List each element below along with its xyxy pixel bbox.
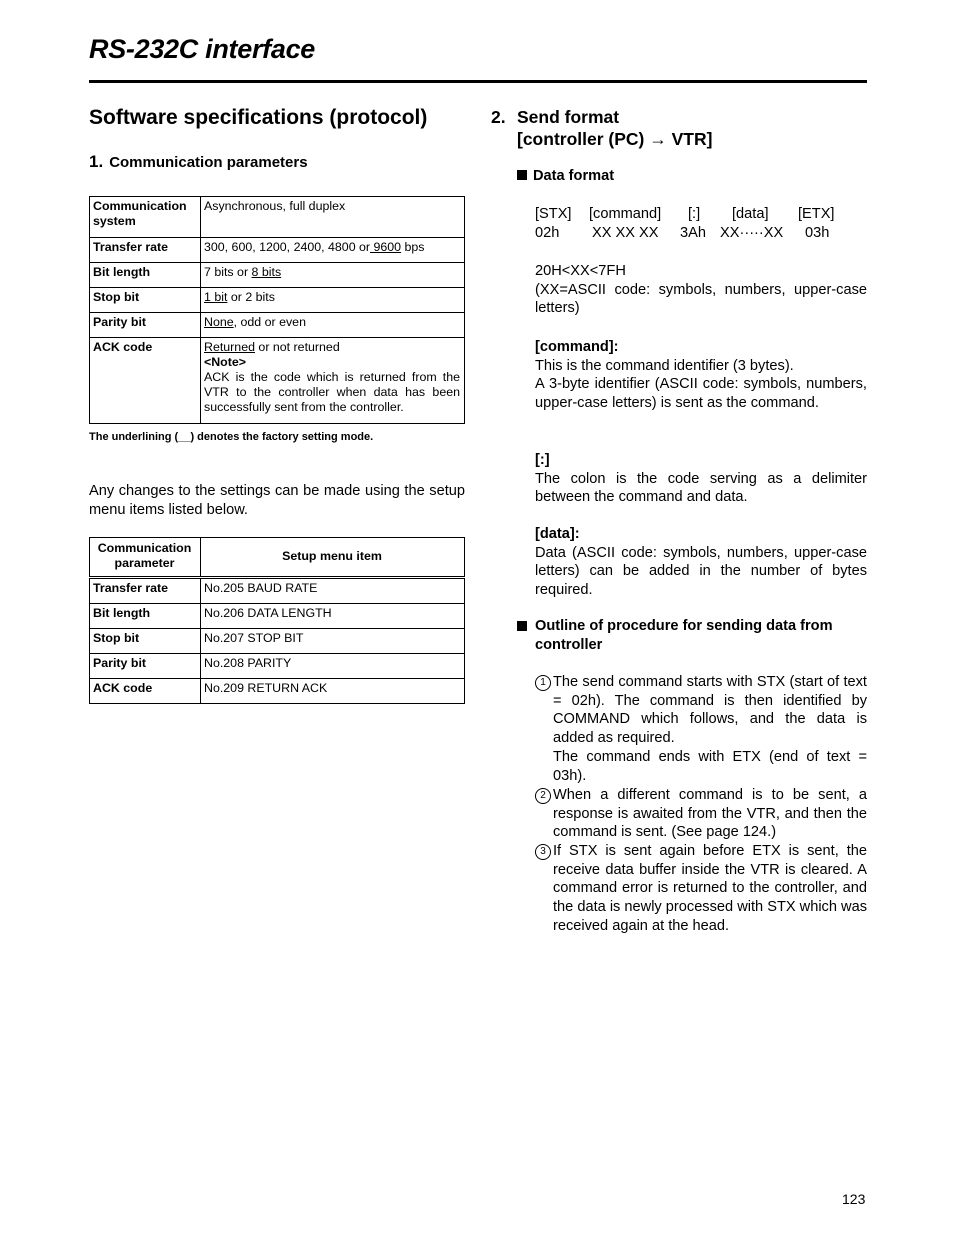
- command-text-2: A 3-byte identifier (ASCII code: symbols, numbers, upper-case letters) is sent as the command.: [535, 376, 867, 412]
- factory-default: Returned: [204, 340, 255, 354]
- param-value: Asynchronous, full duplex: [201, 197, 465, 238]
- factory-default: 8 bits: [251, 265, 282, 279]
- param-name: Parity bit: [90, 313, 201, 338]
- page-title: RS-232C interface: [89, 34, 315, 64]
- menu-item: No.209 RETURN ACK: [201, 679, 465, 704]
- param-value: [201, 313, 465, 338]
- subsection-title: Communication parameters: [109, 154, 308, 171]
- param-name: Transfer rate: [90, 238, 201, 263]
- subsection-number: 1.: [89, 152, 104, 171]
- outline-procedure-label: [517, 617, 867, 655]
- note-label: <Note>: [204, 355, 247, 369]
- table-row: [90, 338, 465, 424]
- heading-line-2: [controller (PC) → VTR]: [517, 129, 713, 149]
- underline-note: The underlining (__) denotes the factory setting mode.: [89, 431, 374, 443]
- procedure-step: [535, 673, 867, 785]
- value-text: bps: [401, 240, 425, 254]
- value-text: or 2 bits: [227, 290, 275, 304]
- value-text: or not returned: [254, 340, 340, 354]
- param-value: [201, 338, 465, 424]
- label-text: Outline of procedure for sending data from controller: [535, 618, 833, 653]
- table-row: [90, 238, 465, 263]
- format-token-colon: [:]: [688, 206, 701, 222]
- format-token-etx: [ETX]: [798, 206, 835, 222]
- menu-item: No.205 BAUD RATE: [201, 578, 465, 604]
- value-text: 300, 600, 1200, 2400, 4800 or: [204, 240, 371, 254]
- param-name: Transfer rate: [90, 578, 201, 604]
- subsection-communication-parameters: [89, 152, 308, 172]
- command-label: [command]:: [535, 339, 619, 355]
- table-row: [90, 288, 465, 313]
- command-description: [535, 338, 867, 413]
- settings-paragraph: Any changes to the settings can be made using the setup menu items listed below.: [89, 483, 465, 518]
- value-text: , odd or even: [233, 315, 306, 329]
- param-name: Stop bit: [90, 629, 201, 654]
- param-name: ACK code: [90, 679, 201, 704]
- param-name: ACK code: [90, 338, 201, 424]
- hex-range-block: [535, 262, 867, 318]
- send-format-heading: [491, 106, 712, 150]
- table-row: [90, 629, 465, 654]
- factory-default: 1 bit: [204, 290, 228, 304]
- section-heading: Software specifications (protocol): [89, 106, 428, 129]
- table-row: [90, 654, 465, 679]
- param-name: Bit length: [90, 263, 201, 288]
- step-text-extra: The command ends with ETX (end of text = 03h).: [553, 748, 867, 784]
- note-text: ACK is the code which is returned from the VTR to the controller when data has been successfully sent from the controller.: [204, 370, 460, 414]
- step-text: If STX is sent again before ETX is sent, the receive data buffer inside the VTR is cleared. A command error is returned to the controller, and the data is newly processed with STX which was received again at the head.: [553, 843, 867, 934]
- format-hex-command: XX XX XX: [592, 225, 659, 241]
- param-name: Stop bit: [90, 288, 201, 313]
- data-label: [data]:: [535, 526, 580, 542]
- label-text: Data format: [533, 168, 615, 184]
- hex-range-description: (XX=ASCII code: symbols, numbers, upper-case letters): [535, 281, 867, 317]
- table-row: [90, 604, 465, 629]
- step-text-main: The send command starts with STX (start of text = 02h). The command is then identified by COMMAND which follows, and the data is added as required.: [553, 674, 867, 747]
- square-bullet-icon: [517, 621, 527, 631]
- table-row: [90, 313, 465, 338]
- setup-menu-table: [89, 537, 465, 704]
- table-row: [90, 578, 465, 604]
- data-text: Data (ASCII code: symbols, numbers, upper-case letters) can be added in the number of bytes required.: [535, 544, 867, 599]
- menu-item: No.208 PARITY: [201, 654, 465, 679]
- subsection-number: 2.: [491, 107, 506, 127]
- procedure-step: [535, 842, 867, 936]
- colon-text: The colon is the code serving as a delimiter between the command and data.: [535, 470, 867, 506]
- format-hex-colon: 3Ah: [680, 225, 706, 241]
- table-row: [90, 197, 465, 238]
- communication-parameters-table: [89, 196, 465, 424]
- format-hex-data: XX·····XX: [720, 225, 784, 241]
- format-token-data: [data]: [732, 206, 769, 222]
- command-text-1: This is the command identifier (3 bytes).: [535, 357, 794, 374]
- format-hex-stx: 02h: [535, 225, 560, 241]
- circled-number-icon: 2: [535, 788, 551, 804]
- param-value: [201, 238, 465, 263]
- column-header: Setup menu item: [201, 538, 465, 578]
- step-text: When a different command is to be sent, a response is awaited from the VTR, and then the command is sent. (See page 124.): [553, 787, 867, 841]
- param-name: Parity bit: [90, 654, 201, 679]
- format-hex-etx: 03h: [805, 225, 830, 241]
- table-row: [90, 263, 465, 288]
- hex-range: 20H<XX<7FH: [535, 263, 626, 279]
- step-text: [553, 673, 867, 785]
- circled-number-icon: 1: [535, 675, 551, 691]
- circled-number-icon: 3: [535, 844, 551, 860]
- title-rule: [89, 80, 867, 83]
- factory-default: None: [204, 315, 234, 329]
- procedure-step: [535, 786, 867, 842]
- value-text: 7 bits or: [204, 265, 252, 279]
- param-name: Bit length: [90, 604, 201, 629]
- format-token-command: [command]: [589, 206, 662, 222]
- menu-item: No.206 DATA LENGTH: [201, 604, 465, 629]
- colon-label: [:]: [535, 452, 550, 468]
- table-header-row: [90, 538, 465, 578]
- param-value: [201, 263, 465, 288]
- data-format-label: [517, 168, 614, 184]
- param-name: Communication system: [90, 197, 201, 238]
- menu-item: No.207 STOP BIT: [201, 629, 465, 654]
- heading-line-1: Send format: [517, 107, 620, 127]
- param-value: [201, 288, 465, 313]
- table-row: [90, 679, 465, 704]
- factory-default: 9600: [370, 240, 402, 254]
- column-header: Communication parameter: [90, 538, 201, 578]
- square-bullet-icon: [517, 170, 527, 180]
- page-number: 123: [842, 1191, 866, 1207]
- format-token-stx: [STX]: [535, 206, 572, 222]
- colon-description: [535, 451, 867, 507]
- data-description: [535, 525, 867, 600]
